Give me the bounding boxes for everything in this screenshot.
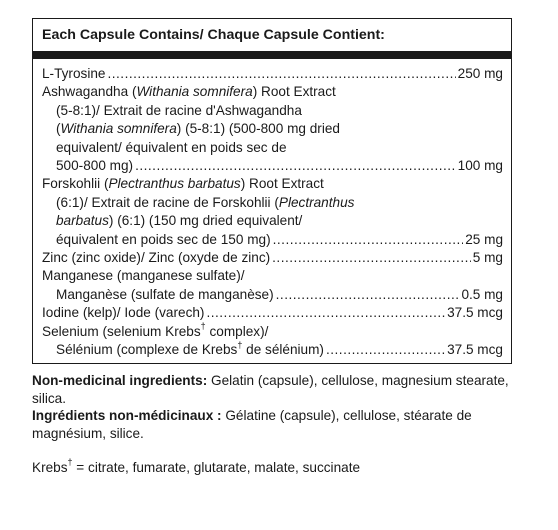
- ingredient-ashwagandha-line4: equivalent/ équivalent en poids sec de: [56, 139, 287, 155]
- ingredient-ashwagandha-line2: (5-8:1)/ Extrait de racine d'Ashwagandha: [56, 102, 302, 118]
- panel-title: Each Capsule Contains/ Chaque Capsule Contient:: [42, 27, 385, 43]
- non-medicinal-fr-label: Ingrédients non-médicinaux :: [32, 408, 222, 423]
- ingredient-selenium-line1: Selenium (selenium Krebs† complex)/: [42, 321, 269, 339]
- dot-leader: [206, 304, 445, 322]
- ingredient-name: Zinc (zinc oxide)/ Zinc (oxyde de zinc): [42, 250, 271, 266]
- ingredient-selenium-line2: Sélénium (complexe de Krebs† de sélénium) ..... 37.5 mcg: [42, 341, 503, 359]
- ingredient-forskohlii-line4: équivalent en poids sec de 150 mg) ..... 25 mg: [42, 231, 503, 249]
- dot-leader: [326, 341, 445, 359]
- krebs-footnote: Krebs† = citrate, fumarate, glutarate, malate, succinate: [32, 457, 361, 475]
- dagger-mark: †: [237, 339, 243, 350]
- dot-leader: [276, 286, 460, 304]
- ingredient-iodine: [42, 304, 503, 322]
- ingredient-amount: 0.5 mg: [461, 286, 503, 302]
- ingredient-manganese-line1: Manganese (manganese sulfate)/: [42, 268, 245, 284]
- ingredient-amount: 37.5 mcg: [447, 305, 503, 321]
- ingredient-forskohlii-line3: barbatus) (6:1) (150 mg dried equivalent/: [56, 213, 303, 229]
- ingredient-amount: 37.5 mcg: [447, 342, 503, 358]
- dot-leader: [107, 65, 455, 83]
- ingredient-forskohlii-line1: Forskohlii (Plectranthus barbatus) Root Extract: [42, 176, 324, 192]
- latin-name: barbatus: [56, 213, 109, 229]
- non-medicinal-fr: Ingrédients non-médicinaux : Gélatine (capsule), cellulose, stéarate de magnésium, silice.: [32, 408, 472, 441]
- ingredient-forskohlii-line2: (6:1)/ Extrait de racine de Forskohlii (Plectranthus: [56, 194, 355, 210]
- ingredient-amount: 100 mg: [457, 158, 503, 174]
- thick-divider: [33, 51, 511, 59]
- ingredient-ashwagandha-line3: (Withania somnifera) (5-8:1) (500-800 mg dried: [56, 121, 340, 137]
- latin-name: Plectranthus: [278, 194, 355, 210]
- latin-name: Withania somnifera: [60, 121, 177, 137]
- non-medicinal-ingredients: [32, 372, 532, 442]
- ingredient-amount: 250 mg: [457, 66, 503, 81]
- supplement-facts-panel: [32, 18, 512, 364]
- ingredient-zinc: [42, 249, 503, 267]
- non-medicinal-en-label: Non-medicinal ingredients:: [32, 373, 208, 388]
- latin-name: Withania somnifera: [136, 84, 253, 100]
- ingredient-ashwagandha-line5: 500-800 mg) ..... 100 mg: [42, 157, 503, 175]
- ingredient-name: L-Tyrosine: [42, 66, 106, 81]
- ingredient-list: [42, 65, 503, 360]
- dot-leader: [135, 157, 456, 175]
- ingredient-amount: 25 mg: [465, 231, 503, 247]
- ingredient-ashwagandha-line1: Ashwagandha (Withania somnifera) Root Extract: [42, 84, 336, 100]
- dot-leader: [272, 249, 471, 267]
- ingredient-amount: 5 mg: [472, 250, 503, 266]
- ingredient-name: Iodine (kelp)/ Iode (varech): [42, 305, 205, 321]
- dot-leader: [273, 231, 464, 249]
- dagger-mark: †: [200, 321, 206, 332]
- latin-name: Plectranthus barbatus: [108, 176, 241, 192]
- ingredient-manganese-line2: Manganèse (sulfate de manganèse) ..... 0.5 mg: [42, 286, 503, 304]
- dagger-mark: †: [67, 457, 73, 468]
- ingredient-tyrosine: [42, 65, 503, 83]
- non-medicinal-en: Non-medicinal ingredients: Gelatin (capsule), cellulose, magnesium stearate, silica.: [32, 373, 509, 406]
